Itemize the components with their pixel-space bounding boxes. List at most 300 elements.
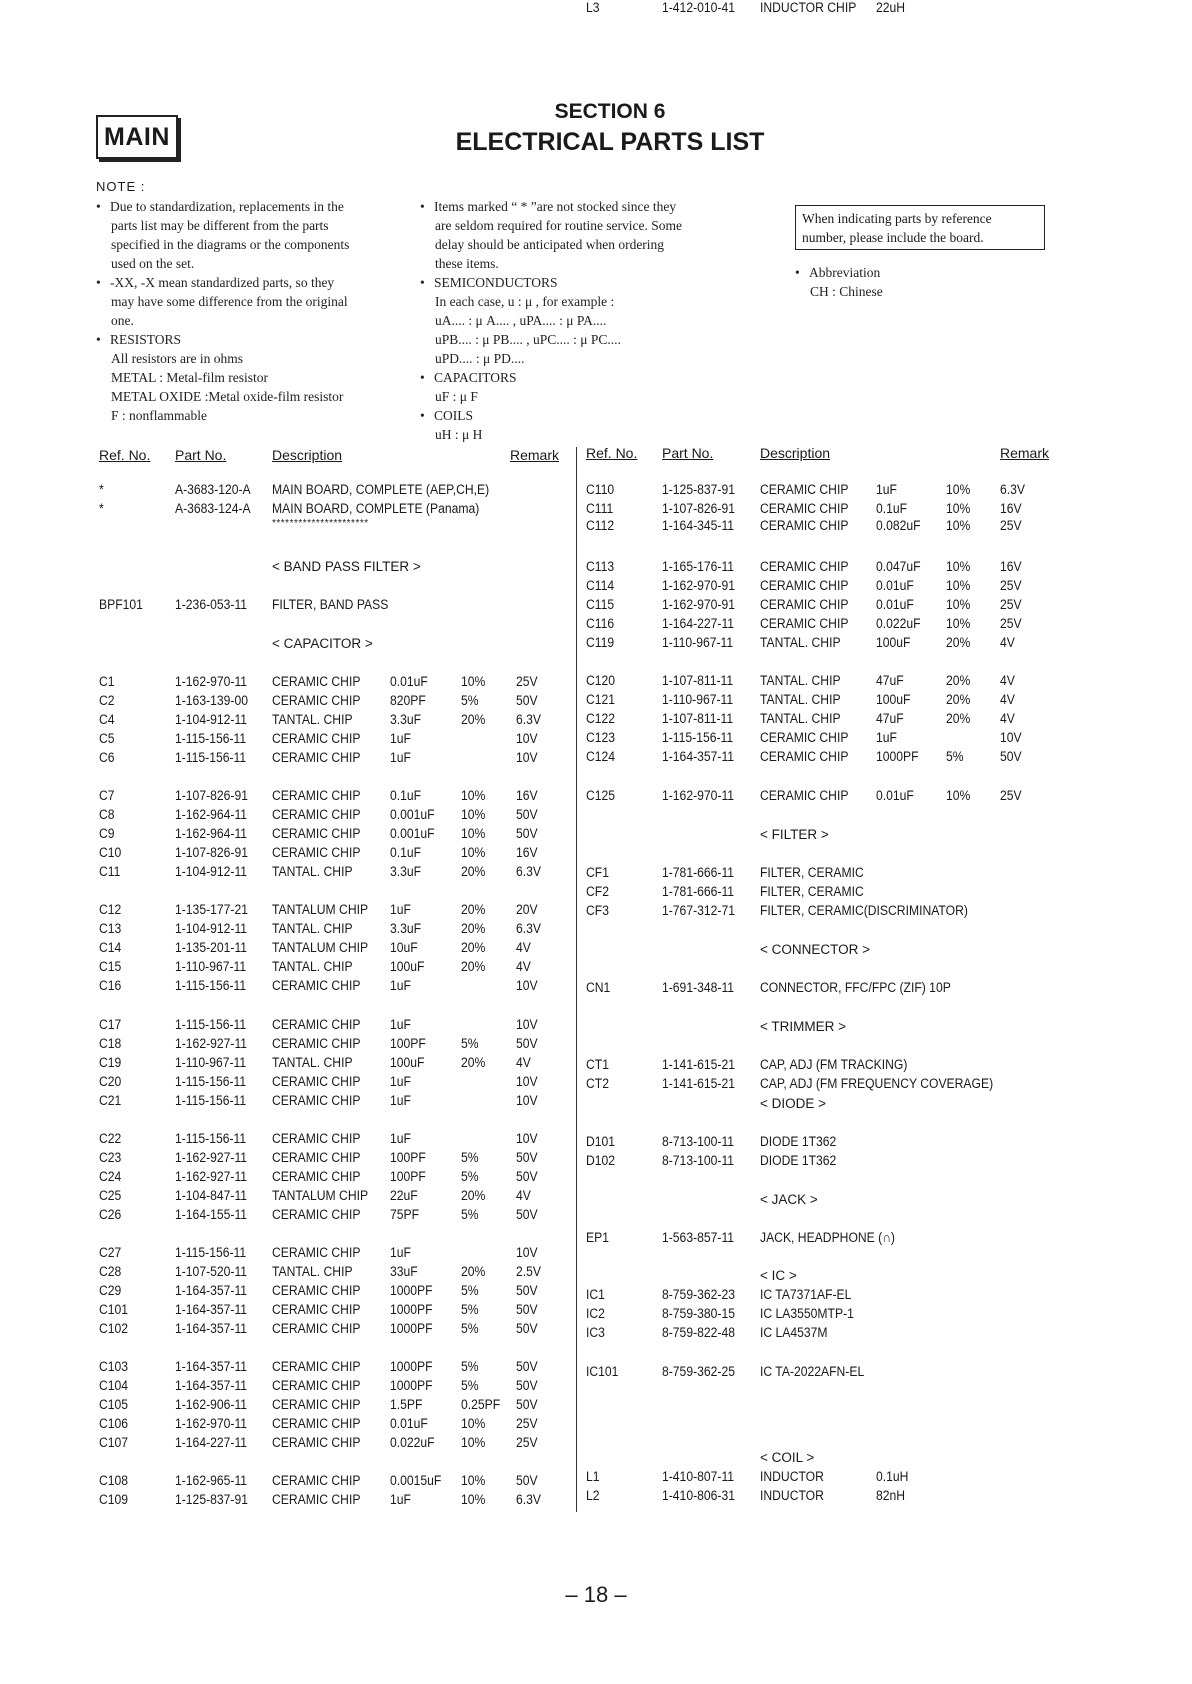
note-text: used on the set. (111, 256, 195, 271)
cell-desc: CERAMIC CHIP (272, 807, 361, 822)
cell-ref: C19 (99, 1055, 122, 1070)
cell-rating: 2.5V (516, 1264, 542, 1279)
note-line (420, 349, 682, 368)
bullet-icon: • (420, 199, 425, 214)
cell-ref: C112 (586, 518, 615, 533)
cell-part: 1-104-912-11 (175, 712, 248, 727)
page-number: – 18 – (565, 1582, 627, 1607)
cell-ref: D101 (586, 1134, 616, 1149)
cell-desc: CERAMIC CHIP (272, 1283, 361, 1298)
cell-ref: C2 (99, 693, 115, 708)
cell-val: 1uF (390, 750, 411, 765)
cell-rating: 25V (516, 1435, 538, 1450)
cell-desc: MAIN BOARD, COMPLETE (AEP,CH,E) (272, 482, 490, 497)
cell-desc: TANTAL. CHIP (272, 712, 353, 727)
cell-tol: 5% (461, 693, 479, 708)
cell-desc: IC LA3550MTP-1 (760, 1306, 854, 1321)
cell-rating: 4V (516, 940, 531, 955)
col-header-remark-left: Remark (510, 447, 560, 463)
cell-ref: C109 (99, 1492, 129, 1507)
cell-rating: 50V (516, 1359, 538, 1374)
cell-val: 100PF (390, 1036, 426, 1051)
note-line (795, 282, 883, 301)
cell-tol: 20% (461, 959, 486, 974)
cell-desc: CERAMIC CHIP (760, 559, 849, 574)
cell-part: 1-162-927-11 (175, 1036, 248, 1051)
cell-rating: 6.3V (1000, 482, 1026, 497)
cell-desc: DIODE 1T362 (760, 1153, 837, 1168)
cell-tol: 20% (461, 940, 486, 955)
cell-val: 1uF (390, 731, 411, 746)
cell-val: 1uF (390, 1093, 411, 1108)
cell-desc: CERAMIC CHIP (272, 1169, 361, 1184)
note-text: specified in the diagrams or the components (111, 237, 350, 252)
col-header-desc-right: Description (760, 445, 831, 461)
cell-desc: CERAMIC CHIP (272, 693, 361, 708)
note-text: F : nonflammable (111, 408, 207, 423)
cell-rating: 4V (1000, 635, 1015, 650)
cell-rating: 4V (516, 1055, 531, 1070)
cell-ref: D102 (586, 1153, 616, 1168)
cell-part: 1-115-156-11 (175, 978, 247, 993)
cell-ref: C123 (586, 730, 616, 745)
category-heading: < DIODE > (760, 1096, 827, 1111)
note-text: All resistors are in ohms (111, 351, 243, 366)
cell-rating: 50V (516, 826, 538, 841)
cell-ref: C23 (99, 1150, 122, 1165)
cell-desc: CERAMIC CHIP (272, 1074, 361, 1089)
cell-tol: 20% (461, 921, 486, 936)
cell-ref: C26 (99, 1207, 122, 1222)
cell-ref: C104 (99, 1378, 129, 1393)
cell-part: 1-125-837-91 (662, 482, 735, 497)
cell-part: 1-104-912-11 (175, 864, 248, 879)
cell-part: 1-107-826-91 (662, 501, 735, 516)
cell-desc: INDUCTOR (760, 1469, 824, 1484)
bullet-icon: • (96, 199, 101, 214)
note-line (96, 273, 349, 292)
cell-val: 0.1uF (390, 845, 422, 860)
cell-val: 1uF (390, 1492, 411, 1507)
cell-desc: CERAMIC CHIP (272, 845, 361, 860)
cell-part: 1-115-156-11 (175, 1074, 247, 1089)
cell-ref: EP1 (586, 1230, 609, 1245)
cell-ref: C17 (99, 1017, 122, 1032)
cell-desc: TANTAL. CHIP (760, 673, 841, 688)
cell-desc: CERAMIC CHIP (272, 788, 361, 803)
category-heading: < TRIMMER > (760, 1019, 847, 1034)
cell-part: 1-110-967-11 (175, 1055, 247, 1070)
cell-val: 47uF (876, 673, 904, 688)
cell-part: 8-759-362-23 (662, 1287, 735, 1302)
cell-tol: 20% (946, 635, 971, 650)
cell-tol: 20% (461, 864, 486, 879)
cell-tol: 10% (946, 501, 971, 516)
cell-part: 8-759-380-15 (662, 1306, 735, 1321)
cell-part: 1-162-906-11 (175, 1397, 248, 1412)
cell-tol: 5% (461, 1207, 479, 1222)
cell-ref: C20 (99, 1074, 122, 1089)
cell-ref: C8 (99, 807, 115, 822)
col-header-part-left: Part No. (175, 447, 227, 463)
cell-ref: C116 (586, 616, 615, 631)
cell-rating: 50V (516, 1302, 538, 1317)
cell-val: 0.001uF (390, 807, 435, 822)
note-label: NOTE : (96, 179, 146, 194)
cell-desc: CERAMIC CHIP (272, 1397, 361, 1412)
cell-part: 1-107-811-11 (662, 711, 734, 726)
cell-tol: 5% (461, 1321, 479, 1336)
cell-rating: 10V (516, 978, 538, 993)
cell-desc: CERAMIC CHIP (272, 1321, 361, 1336)
bullet-icon: • (96, 332, 101, 347)
cell-part: 1-125-837-91 (175, 1492, 248, 1507)
cell-ref: C6 (99, 750, 115, 765)
cell-part: 8-759-822-48 (662, 1325, 735, 1340)
cell-rating: 20V (516, 902, 538, 917)
cell-part: 8-713-100-11 (662, 1153, 735, 1168)
cell-val: 22uH (876, 0, 906, 15)
cell-part: 1-691-348-11 (662, 980, 735, 995)
cell-val: 47uF (876, 711, 904, 726)
cell-ref: L3 (586, 0, 600, 15)
cell-part: 1-107-826-91 (175, 845, 248, 860)
cell-desc: CERAMIC CHIP (272, 1093, 361, 1108)
cell-part: A-3683-124-A (175, 501, 251, 516)
cell-ref: C5 (99, 731, 115, 746)
note-text: delay should be anticipated when ordering (435, 237, 665, 252)
cell-desc: INDUCTOR CHIP (760, 0, 857, 15)
cell-part: 1-107-520-11 (175, 1264, 248, 1279)
cell-tol: 10% (946, 597, 971, 612)
cell-desc: CERAMIC CHIP (272, 731, 361, 746)
cell-val: 0.01uF (876, 788, 914, 803)
cell-ref: C25 (99, 1188, 122, 1203)
note-line (420, 387, 682, 406)
cell-val: 1uF (390, 902, 411, 917)
cell-tol: 5% (461, 1302, 479, 1317)
cell-val: 0.0015uF (390, 1473, 442, 1488)
cell-tol: 20% (461, 712, 486, 727)
cell-ref: IC101 (586, 1364, 619, 1379)
cell-part: 8-759-362-25 (662, 1364, 735, 1379)
cell-ref: C108 (99, 1473, 129, 1488)
col-header-part-right: Part No. (662, 445, 714, 461)
cell-val: 0.1uH (876, 1469, 909, 1484)
cell-tol: 10% (461, 807, 486, 822)
cell-tol: 10% (946, 559, 971, 574)
cell-val: 10uF (390, 940, 418, 955)
cell-rating: 4V (1000, 673, 1015, 688)
category-heading: < COIL > (760, 1450, 815, 1465)
cell-part: 1-115-156-11 (662, 730, 734, 745)
cell-desc: IC LA4537M (760, 1325, 828, 1340)
cell-val: 1uF (390, 1131, 411, 1146)
category-heading: < IC > (760, 1268, 797, 1283)
cell-rating: 6.3V (516, 921, 542, 936)
cell-part: 1-164-227-11 (175, 1435, 248, 1450)
cell-val: 0.01uF (390, 674, 428, 689)
cell-val: 1000PF (390, 1302, 433, 1317)
note-line (96, 197, 349, 216)
cell-tol: 10% (946, 482, 971, 497)
cell-desc: CAP, ADJ (FM FREQUENCY COVERAGE) (760, 1076, 994, 1091)
cell-rating: 16V (516, 788, 538, 803)
cell-tol: 10% (461, 788, 486, 803)
cell-ref: L2 (586, 1488, 600, 1503)
cell-val: 1uF (390, 1017, 411, 1032)
cell-part: 1-162-964-11 (175, 826, 248, 841)
cell-rating: 4V (1000, 711, 1015, 726)
cell-tol: 10% (461, 826, 486, 841)
note-text: uF : μ F (435, 389, 478, 404)
cell-part: 1-163-139-00 (175, 693, 248, 708)
cell-rating: 50V (516, 807, 538, 822)
cell-ref: C125 (586, 788, 616, 803)
cell-ref: C12 (99, 902, 122, 917)
cell-desc: CERAMIC CHIP (272, 1473, 361, 1488)
cell-tol: 0.25PF (461, 1397, 501, 1412)
cell-part: 1-162-965-11 (175, 1473, 248, 1488)
cell-ref: C21 (99, 1093, 122, 1108)
cell-desc: IC TA7371AF-EL (760, 1287, 852, 1302)
cell-rating: 50V (516, 1036, 538, 1051)
asterisk-separator: ********************** (272, 518, 369, 529)
cell-part: 1-563-857-11 (662, 1230, 735, 1245)
cell-part: 1-115-156-11 (175, 1131, 247, 1146)
note-box: When indicating parts by reference number, please include the board. (795, 205, 1045, 250)
cell-desc: CERAMIC CHIP (272, 750, 361, 765)
cell-tol: 10% (461, 1435, 486, 1450)
note-line (420, 197, 682, 216)
note-line (96, 387, 349, 406)
cell-ref: C107 (99, 1435, 129, 1450)
cell-ref: C18 (99, 1036, 122, 1051)
cell-desc: CERAMIC CHIP (760, 730, 849, 745)
cell-ref: C102 (99, 1321, 129, 1336)
cell-tol: 5% (461, 1169, 479, 1184)
cell-desc: CERAMIC CHIP (760, 616, 849, 631)
cell-tol: 10% (461, 1416, 486, 1431)
note-line (420, 368, 682, 387)
note-column-2 (420, 197, 682, 444)
cell-desc: TANTALUM CHIP (272, 940, 369, 955)
note-line (96, 406, 349, 425)
note-text: may have some difference from the original (111, 294, 348, 309)
cell-part: 1-164-345-11 (662, 518, 735, 533)
cell-desc: CERAMIC CHIP (272, 1036, 361, 1051)
col-header-desc-left: Description (272, 447, 343, 463)
cell-ref: C124 (586, 749, 616, 764)
cell-val: 1uF (390, 1245, 411, 1260)
cell-desc: CERAMIC CHIP (272, 674, 361, 689)
cell-desc: TANTAL. CHIP (272, 959, 353, 974)
cell-desc: JACK, HEADPHONE (∩) (760, 1230, 895, 1245)
cell-rating: 10V (516, 1245, 538, 1260)
cell-val: 0.001uF (390, 826, 435, 841)
cell-desc: CERAMIC CHIP (760, 749, 849, 764)
cell-ref: C113 (586, 559, 615, 574)
cell-ref: C29 (99, 1283, 122, 1298)
cell-val: 100PF (390, 1169, 426, 1184)
cell-val: 0.082uF (876, 518, 921, 533)
note-text: Abbreviation (809, 265, 881, 280)
cell-ref: C4 (99, 712, 115, 727)
cell-desc: CERAMIC CHIP (272, 1416, 361, 1431)
note-text: these items. (435, 256, 499, 271)
note-line (96, 216, 349, 235)
cell-ref: C101 (99, 1302, 129, 1317)
cell-part: 1-107-826-91 (175, 788, 248, 803)
note-line (420, 330, 682, 349)
cell-desc: DIODE 1T362 (760, 1134, 837, 1149)
note-text: one. (111, 313, 134, 328)
cell-val: 0.01uF (390, 1416, 428, 1431)
cell-part: 1-135-177-21 (175, 902, 248, 917)
cell-desc: TANTAL. CHIP (272, 1264, 353, 1279)
cell-tol: 10% (461, 674, 486, 689)
cell-ref: C120 (586, 673, 616, 688)
cell-rating: 50V (516, 1397, 538, 1412)
cell-part: 1-410-807-11 (662, 1469, 735, 1484)
cell-part: 1-164-357-11 (662, 749, 735, 764)
note-line (96, 292, 349, 311)
cell-val: 0.022uF (390, 1435, 435, 1450)
cell-ref: C119 (586, 635, 615, 650)
note-text: METAL : Metal-film resistor (111, 370, 269, 385)
cell-rating: 50V (516, 1321, 538, 1336)
cell-part: 1-110-967-11 (662, 692, 734, 707)
cell-desc: TANTALUM CHIP (272, 1188, 369, 1203)
cell-part: 1-412-010-41 (662, 0, 735, 15)
cell-part: 1-104-912-11 (175, 921, 248, 936)
cell-desc: CERAMIC CHIP (272, 1245, 361, 1260)
cell-rating: 6.3V (516, 1492, 542, 1507)
cell-val: 100uF (876, 635, 911, 650)
cell-val: 1000PF (876, 749, 919, 764)
cell-desc: CERAMIC CHIP (760, 518, 849, 533)
cell-desc: CERAMIC CHIP (272, 1359, 361, 1374)
cell-ref: * (99, 482, 104, 497)
cell-desc: FILTER, CERAMIC(DISCRIMINATOR) (760, 903, 968, 918)
cell-rating: 4V (516, 1188, 531, 1203)
cell-ref: CF3 (586, 903, 609, 918)
cell-rating: 16V (1000, 501, 1022, 516)
cell-ref: IC2 (586, 1306, 605, 1321)
cell-ref: CN1 (586, 980, 611, 995)
cell-part: 1-107-811-11 (662, 673, 734, 688)
cell-rating: 4V (1000, 692, 1015, 707)
cell-tol: 5% (461, 1150, 479, 1165)
cell-val: 1000PF (390, 1378, 433, 1393)
cell-part: 1-115-156-11 (175, 1093, 247, 1108)
cell-val: 100uF (876, 692, 911, 707)
cell-tol: 5% (946, 749, 964, 764)
cell-tol: 5% (461, 1359, 479, 1374)
cell-part: 1-236-053-11 (175, 597, 248, 612)
cell-rating: 25V (1000, 788, 1022, 803)
cell-rating: 10V (516, 1017, 538, 1032)
cell-rating: 25V (1000, 518, 1022, 533)
category-heading: < BAND PASS FILTER > (272, 559, 421, 574)
cell-desc: CERAMIC CHIP (760, 788, 849, 803)
bullet-icon: • (96, 275, 101, 290)
cell-val: 1.5PF (390, 1397, 423, 1412)
cell-ref: CF2 (586, 884, 609, 899)
note-line (96, 254, 349, 273)
cell-tol: 10% (461, 1473, 486, 1488)
cell-ref: C115 (586, 597, 615, 612)
cell-ref: BPF101 (99, 597, 143, 612)
cell-part: 1-165-176-11 (662, 559, 735, 574)
cell-ref: C14 (99, 940, 122, 955)
column-divider (576, 447, 577, 1512)
cell-desc: TANTAL. CHIP (760, 692, 841, 707)
cell-part: 1-164-357-11 (175, 1321, 248, 1336)
cell-part: 1-115-156-11 (175, 1245, 247, 1260)
cell-ref: C28 (99, 1264, 122, 1279)
cell-rating: 25V (1000, 616, 1022, 631)
cell-desc: CERAMIC CHIP (272, 1207, 361, 1222)
cell-ref: C111 (586, 501, 614, 516)
cell-desc: INDUCTOR (760, 1488, 824, 1503)
note-line (420, 254, 682, 273)
note-line (96, 368, 349, 387)
cell-rating: 25V (1000, 597, 1022, 612)
cell-val: 0.01uF (876, 597, 914, 612)
cell-part: 1-135-201-11 (175, 940, 248, 955)
cell-tol: 10% (461, 845, 486, 860)
cell-part: 1-162-964-11 (175, 807, 248, 822)
cell-val: 820PF (390, 693, 426, 708)
note-text: Items marked “ * ”are not stocked since they (434, 199, 677, 214)
cell-tol: 20% (946, 673, 971, 688)
cell-ref: C106 (99, 1416, 129, 1431)
cell-tol: 10% (946, 578, 971, 593)
cell-val: 1uF (390, 978, 411, 993)
cell-val: 0.047uF (876, 559, 921, 574)
cell-ref: IC1 (586, 1287, 605, 1302)
cell-ref: C103 (99, 1359, 129, 1374)
cell-ref: C10 (99, 845, 122, 860)
cell-val: 0.01uF (876, 578, 914, 593)
cell-rating: 50V (516, 693, 538, 708)
cell-desc: MAIN BOARD, COMPLETE (Panama) (272, 501, 480, 516)
note-line (420, 425, 682, 444)
note-line (96, 330, 349, 349)
cell-part: 1-115-156-11 (175, 731, 247, 746)
cell-rating: 6.3V (516, 712, 542, 727)
cell-rating: 10V (1000, 730, 1022, 745)
cell-ref: C24 (99, 1169, 122, 1184)
cell-tol: 20% (946, 711, 971, 726)
cell-val: 1000PF (390, 1359, 433, 1374)
cell-val: 100uF (390, 959, 425, 974)
cell-rating: 50V (516, 1283, 538, 1298)
cell-rating: 4V (516, 959, 531, 974)
cell-val: 1uF (876, 730, 897, 745)
cell-desc: CERAMIC CHIP (272, 1378, 361, 1393)
bullet-icon: • (420, 275, 425, 290)
cell-rating: 50V (516, 1150, 538, 1165)
cell-part: 1-164-227-11 (662, 616, 735, 631)
cell-rating: 10V (516, 731, 538, 746)
cell-tol: 20% (461, 1188, 486, 1203)
cell-val: 1uF (876, 482, 897, 497)
cell-tol: 5% (461, 1378, 479, 1393)
cell-ref: CT1 (586, 1057, 609, 1072)
cell-ref: C1 (99, 674, 115, 689)
